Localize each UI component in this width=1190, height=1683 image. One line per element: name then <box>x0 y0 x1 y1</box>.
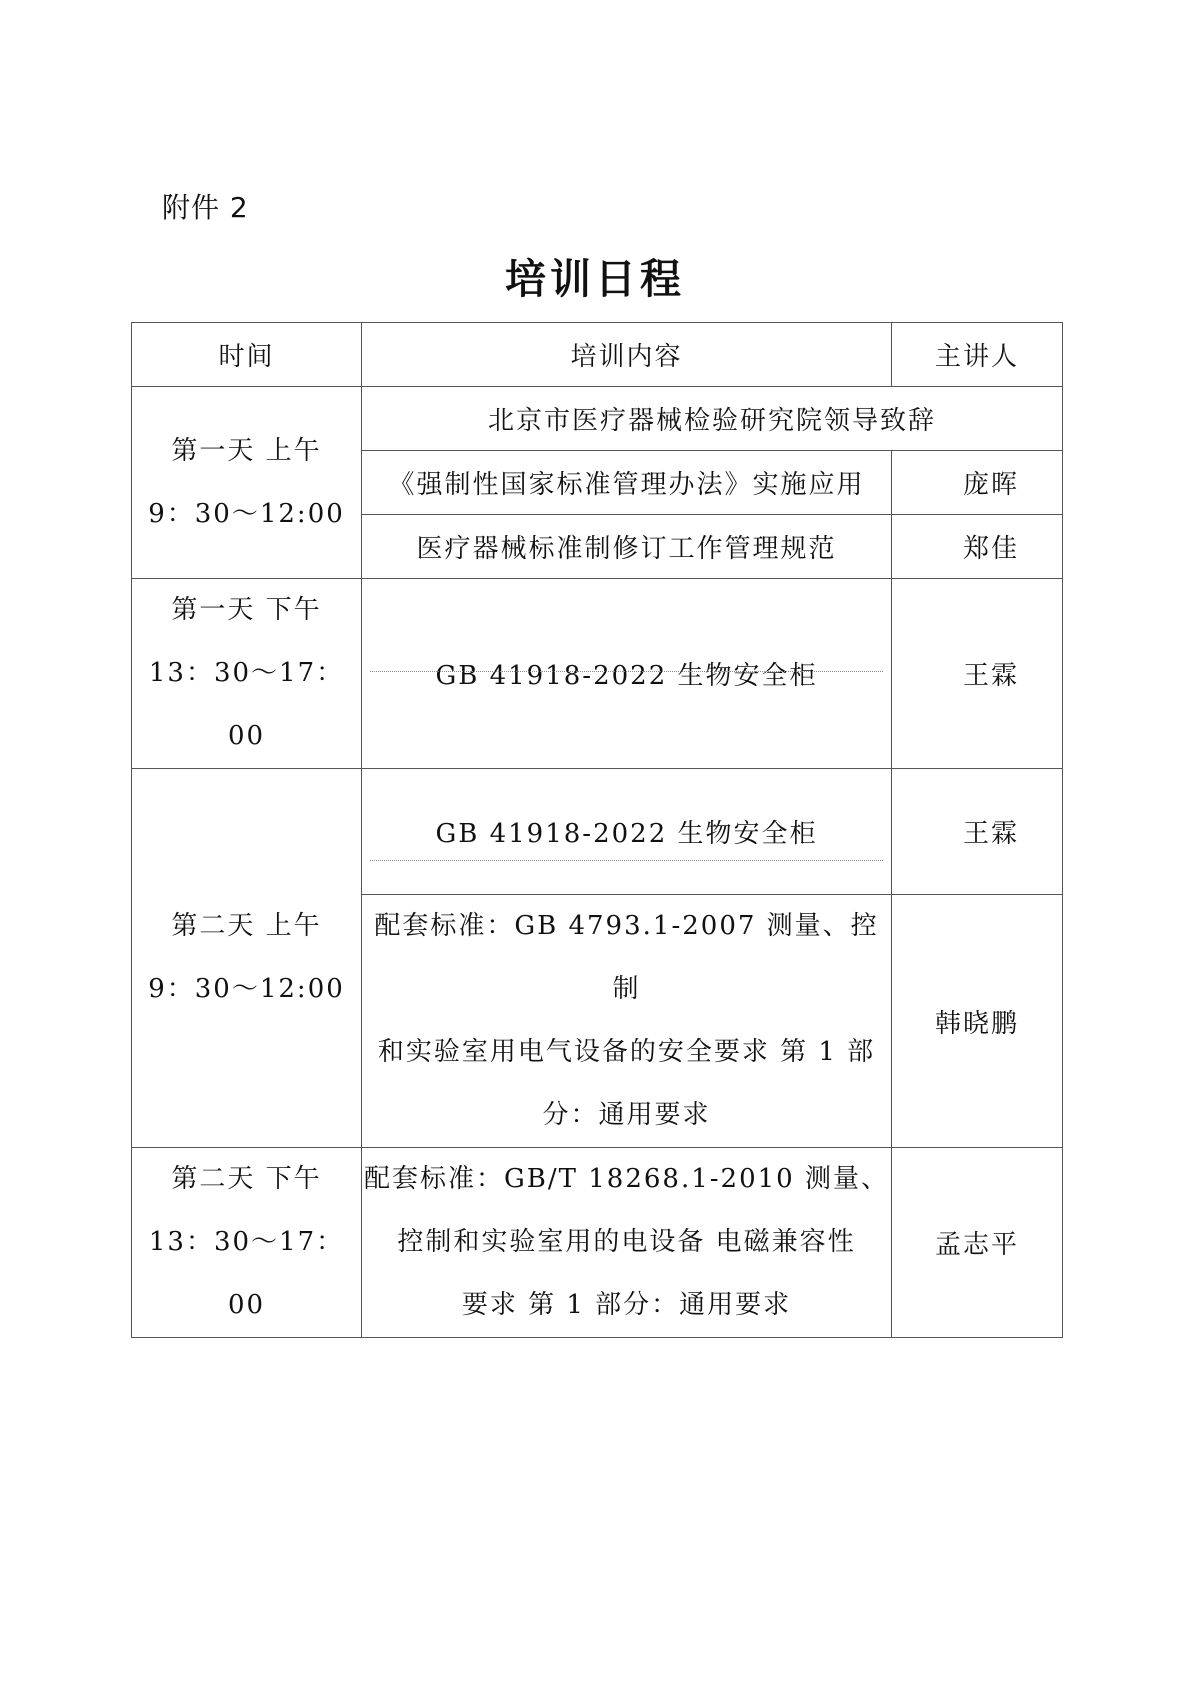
table-row <box>132 579 1063 769</box>
session-speaker: 郑佳 <box>892 515 1063 579</box>
table-row <box>132 769 1063 895</box>
session-time-cell <box>132 1148 362 1338</box>
session-time: 9：30～12:00 <box>148 974 345 1004</box>
content-line: 和实验室用电气设备的安全要求 第 1 部 <box>377 1037 876 1067</box>
session-day: 第二天 上午 <box>171 911 322 941</box>
header-content: 培训内容 <box>362 323 892 387</box>
content-line: 分：通用要求 <box>542 1100 711 1130</box>
session-content: 《强制性国家标准管理办法》实施应用 <box>362 451 892 515</box>
session-speaker: 韩晓鹏 <box>892 895 1063 1148</box>
session-day: 第一天 上午 <box>171 435 322 466</box>
session-content: GB 41918-2022 生物安全柜 <box>435 819 818 849</box>
session-speaker: 王霖 <box>892 579 1063 769</box>
session-day: 第二天 下午 <box>171 1164 322 1194</box>
session-speaker: 王霖 <box>892 769 1063 895</box>
dotted-divider <box>370 860 883 861</box>
header-time: 时间 <box>132 323 362 387</box>
content-line: 控制和实验室用的电设备 电磁兼容性 <box>397 1227 856 1257</box>
training-schedule-table <box>131 322 1063 1338</box>
table-row <box>132 1148 1063 1338</box>
page-title: 培训日程 <box>505 255 685 303</box>
content-line: 配套标准：GB 4793.1-2007 测量、控制 <box>374 911 879 1004</box>
session-time-cell <box>132 387 362 579</box>
session-content: GB 41918-2022 生物安全柜 <box>435 661 818 691</box>
header-speaker: 主讲人 <box>892 323 1063 387</box>
dotted-divider <box>370 671 883 672</box>
content-line: 要求 第 1 部分：通用要求 <box>461 1290 792 1320</box>
session-speaker: 孟志平 <box>892 1148 1063 1338</box>
session-content-cell <box>362 769 892 895</box>
attachment-label: 附件 2 <box>162 191 249 224</box>
session-content-cell <box>362 579 892 769</box>
session-speaker: 庞晖 <box>892 451 1063 515</box>
session-time: 13：30～17：00 <box>148 658 345 751</box>
content-line: 配套标准：GB/T 18268.1-2010 测量、 <box>364 1164 889 1194</box>
table-row <box>132 387 1063 451</box>
session-content: 北京市医疗器械检验研究院领导致辞 <box>362 387 1063 451</box>
session-content <box>362 895 892 1148</box>
session-time: 9：30～12:00 <box>148 498 345 529</box>
session-day: 第一天 下午 <box>171 595 322 625</box>
table-header-row <box>132 323 1063 387</box>
session-content: 医疗器械标准制修订工作管理规范 <box>362 515 892 579</box>
session-time-cell <box>132 769 362 1148</box>
session-time-cell <box>132 579 362 769</box>
session-content <box>362 1148 892 1338</box>
session-time: 13：30～17：00 <box>148 1227 345 1320</box>
